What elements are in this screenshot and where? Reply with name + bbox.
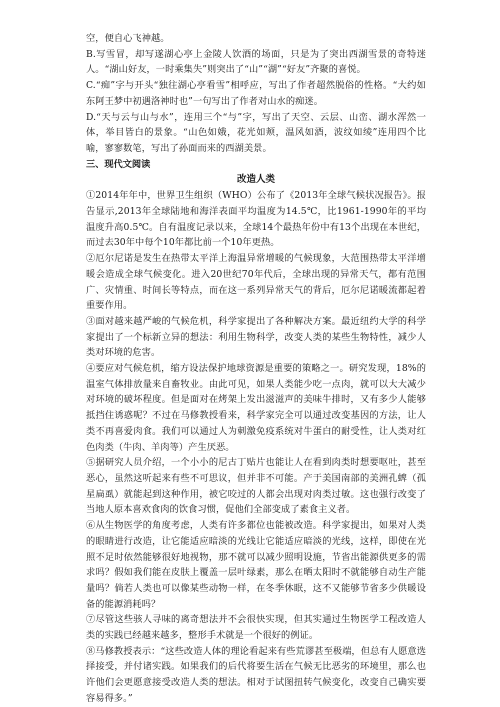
article-paragraph-6: ⑥从生物医学的角度考虑，人类有许多都位也能被改造。科学家提出，如果对人类的眼睛进行改造，让它能适应暗淡的光线让它能适应暗淡的光线，这样，即使在光照不足时依然能够很好地视物，那不就可以减少照明设施，节省出能源供更多的需求吗？假如我们能在皮肤上覆盖一层叶绿素，那么在晒太阳时不就能够自动生产能量吗？倘若人类也可以像某些动物一样，在冬季休眠，这不又能够节省多少供暖设备的能源消耗吗？ <box>86 520 426 610</box>
article-paragraph-2: ②厄尔尼诺是发生在热带太平洋上海温异常增暖的气候现象，大范围热带太平洋增暖会造成全球气候变化。进入20世纪70年代后，全球出现的异常天气，都有范围广、灾情重、时间长等特点，而在这一系列异常天气的背后，厄尔尼诺暖流都起着重要作用。 <box>86 253 426 312</box>
paragraph-option-a-end: 空，便自心飞神越。 <box>86 33 170 44</box>
article-paragraph-7: ⑦尽管这些骇人寻味的离奇想法并不会很快实现，但其实通过生物医学工程改造人类的实践已经越来越多，整形手术就是一个很好的例证。 <box>86 614 426 642</box>
section-heading: 三、现代文阅读 <box>86 158 151 170</box>
article-paragraph-4: ④要应对气候危机，缩方设法保护地球资源是重要的策略之一。研究发现，18%的温室气体排放量来自畜牧业。由此可见，如果人类能少吃一点肉，就可以大大减少对环境的破坏程度。但是面对在烤架上发出滋滋声的美味牛排时，又有多少人能够抵挡住诱惑呢？不过在马修教授看来，科学家完全可以通过改变基因的方法，让人类不再喜爱肉食。我们可以通过人为刺激免疫系统对牛蛋白的耐受性，让人类对红色肉类（牛肉、羊肉等）产生厌恶。 <box>86 363 426 453</box>
article-title: 改造人类 <box>236 174 275 186</box>
paragraph-option-d: D.“天与云与山与水”，连用三个“与”字，写出了天空、云层、山峦、湖水浑然一体，举目皆白的景象。“山色如娥，花光如颊，温风如酒，波纹如绫”连用四个比喻，寥寥数笔，写出了孙面而来的西湖美景。 <box>86 111 426 154</box>
article-paragraph-1: ①2014年年中，世界卫生组织（WHO）公布了《2013年全球气候状况报告》。报告显示,2013年全球陆地和海洋表面平均温度为14.5℃，比1961-1990年的平均温度升高0.5℃。自有温度记录以来，全球14个最热年份中有13个出现在本世纪，而过去30年中每个10年都比前一个10年更热。 <box>86 190 426 249</box>
article-paragraph-5: ⑤据研究人员介绍，一个小小的尼古丁贴片也能让人在看到肉类时想要呕吐，甚至恶心，虽然这听起来有些不可思议，但并非不可能。产于美国南部的美洲孔蜱（孤星扁虱）就能起到这种作用，被它咬过的人都会出现对肉类过敏。这也强行改变了当地人原本喜欢食肉的饮食习惯，促他们全部变成了素食主义者。 <box>86 457 426 516</box>
paragraph-option-c: C.“痴”字与开头“独往湖心亭看雪”相呼应，写出了作者超然脱俗的性格。“大约如东阿王梦中初遇洛神时也”一句写出了作者对山水的痴迷。 <box>86 80 426 107</box>
document-page <box>86 31 426 707</box>
article-paragraph-3: ③面对越来越严峻的气候危机，科学家提出了各种解决方案。最近纽约大学的科学家提出了一个标新立异的想法：利用生物科学，改变人类的某些生物特性，减少人类对环境的危害。 <box>86 315 426 359</box>
paragraph-option-b: B.写雪冒，却写遂湖心亭上金陵人饮酒的场面，只是为了突出西湖雪景的奇特迷人。“湖山好友，一时乘集失”则突出了“山”“湖”“好友”齐聚的喜悦。 <box>86 48 426 76</box>
article-paragraph-8: ⑧马修教授表示：“这些改造人体的理论看起来有些荒谬甚至极端，但总有人愿意选择接受，并付诸实践。如果我们的后代将要生活在气候无比恶劣的环境里，那么也许他们会更愿意接受改造人类的想法。相对于试图扭转气候变化，改变自己确实要容易得多。” <box>86 645 426 704</box>
